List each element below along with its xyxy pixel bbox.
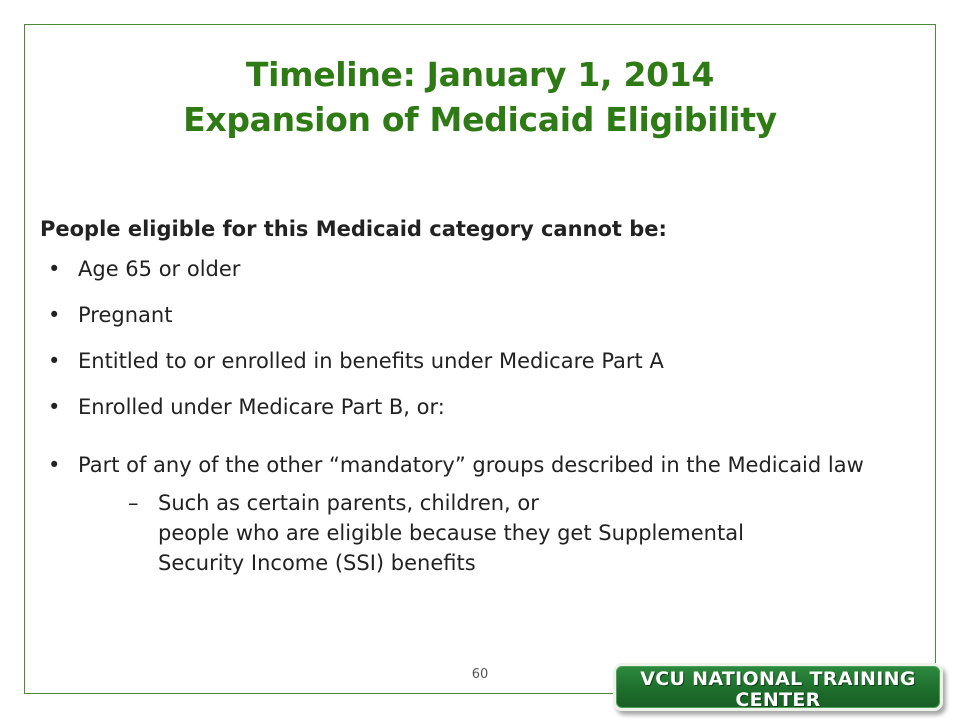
logo-line-2: CENTER (735, 689, 821, 711)
bullet-item-mandatory-groups (40, 450, 920, 578)
logo-text (616, 669, 940, 711)
bullet-item-medicare-a: • Entitled to or enrolled in benefits under Medicare Part A (40, 346, 920, 376)
page-number: 60 (471, 667, 489, 682)
slide-title (24, 52, 936, 142)
slide-content (40, 214, 920, 594)
intro-text: People eligible for this Medicaid category cannot be: (40, 217, 667, 241)
dash-icon: – (128, 491, 139, 515)
sub-bullet-line-2: people who are eligible because they get Supplemental (158, 521, 744, 545)
sub-bullet-examples (78, 488, 920, 578)
title-line-2: Expansion of Medicaid Eligibility (183, 100, 777, 139)
logo-line-1: VCU NATIONAL TRAINING (640, 668, 916, 690)
vcu-logo (613, 663, 943, 711)
bullet-item-medicare-b: • Enrolled under Medicare Part B, or: (40, 392, 920, 422)
sub-bullet-line-3: Security Income (SSI) benefits (158, 551, 476, 575)
bullet-list (40, 254, 920, 578)
bullet-item-age: • Age 65 or older (40, 254, 920, 284)
bullet-item-pregnant: • Pregnant (40, 300, 920, 330)
title-line-1: Timeline: January 1, 2014 (245, 55, 715, 94)
sub-bullet-line-1: Such as certain parents, children, or (158, 491, 539, 515)
bullet-item-mandatory-text: Part of any of the other “mandatory” groups described in the Medicaid law (78, 453, 864, 477)
